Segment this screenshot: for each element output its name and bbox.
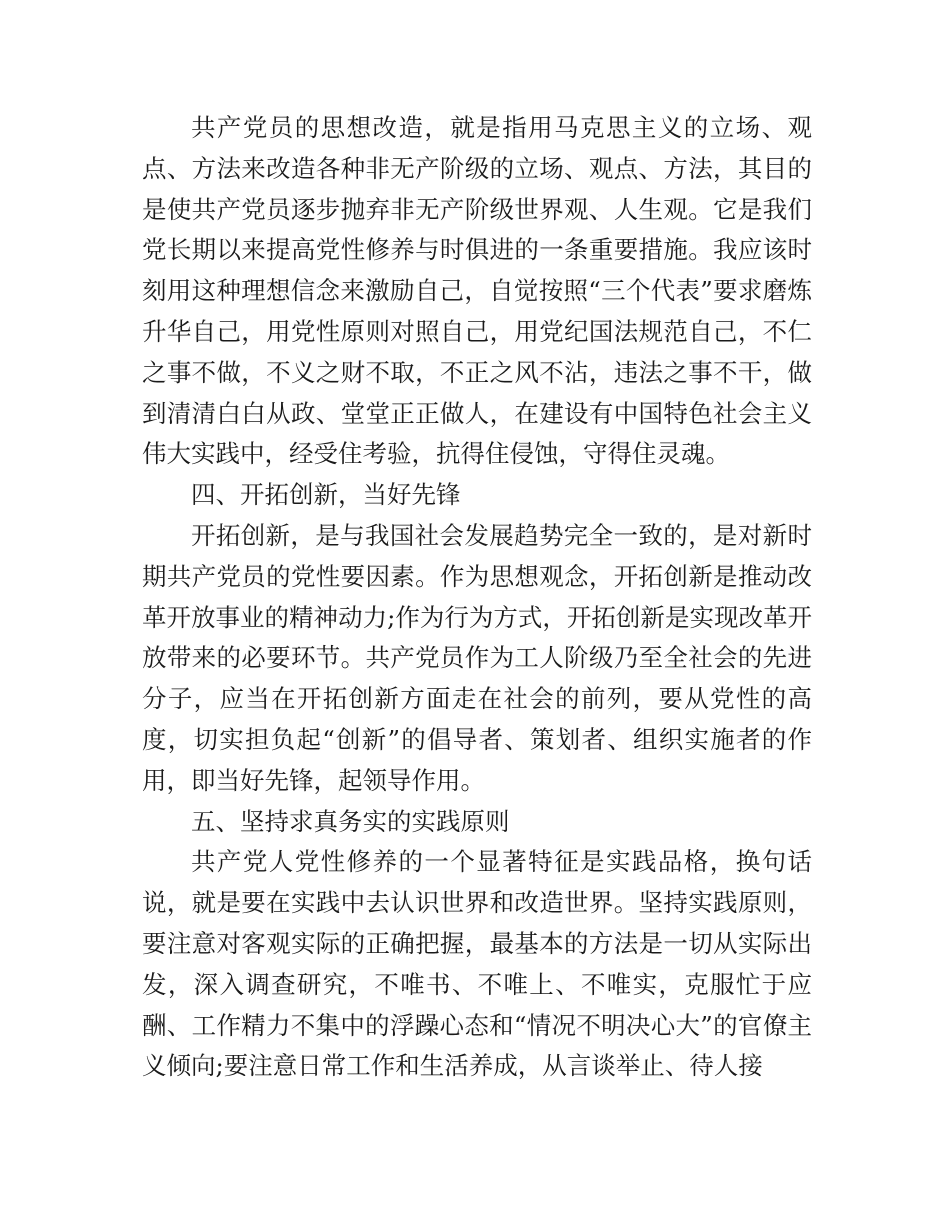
paragraph-innovation: 开拓创新，是与我国社会发展趋势完全一致的，是对新时期共产党员的党性要因素。作为思想观念，开拓创新是推动改革开放事业的精神动力;作为行为方式，开拓创新是实现改革开放带来的必要环节。共产党员作为工人阶级乃至全社会的先进分子，应当在开拓创新方面走在社会的前列，要从党性的高度，切实担负起“创新”的倡导者、策划者、组织实施者的作用，即当好先锋，起领导作用。 [142,520,812,795]
heading-section-four: 四、开拓创新，当好先锋 [191,480,461,510]
document-page [142,108,812,1087]
paragraph-thought-reform: 共产党员的思想改造，就是指用马克思主义的立场、观点、方法来改造各种非无产阶级的立场、观点、方法，其目的是使共产党员逐步抛弃非无产阶级世界观、人生观。它是我们党长期以来提高党性修养与时俱进的一条重要措施。我应该时刻用这种理想信念来激励自己，自觉按照“三个代表”要求磨炼升华自己，用党性原则对照自己，用党纪国法规范自己，不仁之事不做，不义之财不取，不正之风不沾，违法之事不干，做到清清白白从政、堂堂正正做人，在建设有中国特色社会主义伟大实践中，经受住考验，抗得住侵蚀，守得住灵魂。 [142,113,812,469]
paragraph-practice-principle: 共产党人党性修养的一个显著特征是实践品格，换句话说，就是要在实践中去认识世界和改造世界。坚持实践原则，要注意对客观实际的正确把握，最基本的方法是一切从实际出发，深入调查研究，不唯书、不唯上、不唯实，克服忙于应酬、工作精力不集中的浮躁心态和“情况不明决心大”的官僚主义倾向;要注意日常工作和生活养成，从言谈举止、待人接 [142,847,812,1081]
heading-section-five: 五、坚持求真务实的实践原则 [191,806,510,836]
